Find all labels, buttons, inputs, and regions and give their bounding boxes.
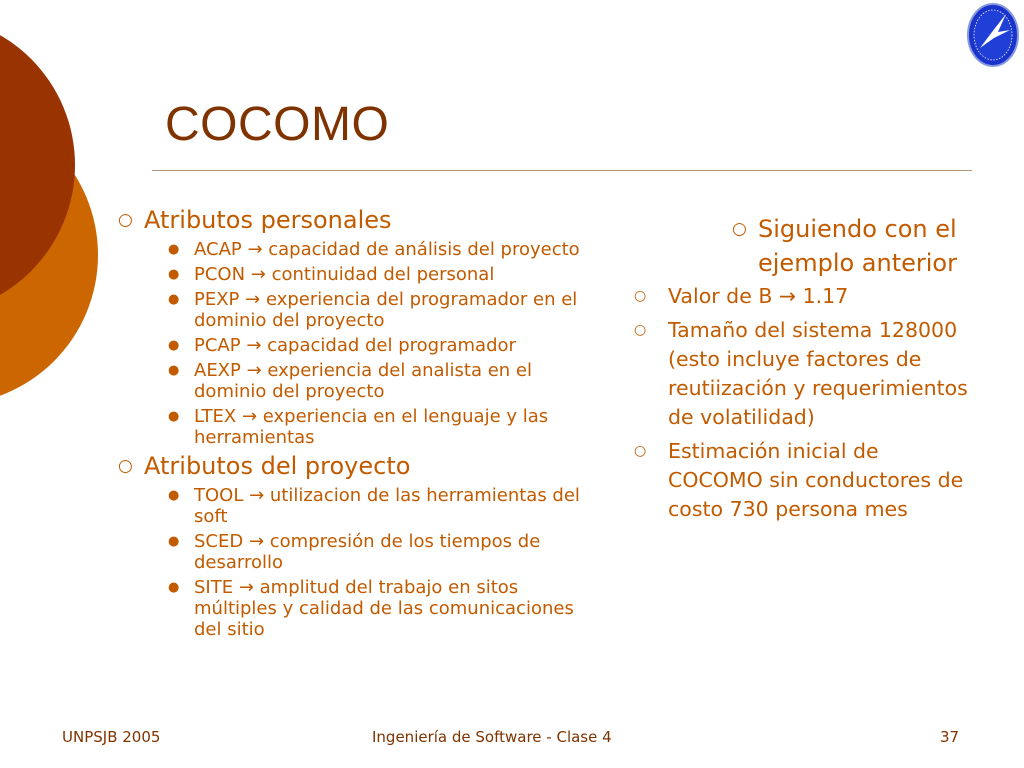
- left-column: [112, 206, 602, 644]
- right-column: [630, 212, 975, 529]
- item-text: Tamaño del sistema 128000 (esto incluye factores de reutiización y requerimientos de volatilidad): [668, 318, 968, 429]
- hollow-circle-icon: ○: [118, 456, 133, 476]
- hollow-circle-icon: ○: [118, 210, 133, 230]
- list-item: [630, 212, 975, 280]
- hollow-circle-icon: ○: [634, 322, 647, 338]
- list-item: [112, 360, 602, 402]
- item-text: ACAP → capacidad de análisis del proyecto: [194, 239, 580, 260]
- item-text: Estimación inicial de COCOMO sin conductores de costo 730 persona mes: [668, 439, 964, 521]
- list-item: [630, 282, 975, 311]
- example-list: [630, 212, 975, 524]
- filled-dot-icon: ●: [168, 580, 180, 595]
- attributes-list: [112, 206, 602, 640]
- group-label: Atributos personales: [144, 206, 392, 234]
- filled-dot-icon: ●: [168, 488, 180, 503]
- filled-dot-icon: ●: [168, 267, 180, 282]
- item-text: AEXP → experiencia del analista en el dominio del proyecto: [194, 360, 533, 402]
- list-item: [112, 485, 602, 527]
- group-label: Atributos del proyecto: [144, 452, 411, 480]
- list-item: [112, 577, 602, 640]
- item-text: PCON → continuidad del personal: [194, 264, 495, 285]
- list-item: [112, 289, 602, 331]
- filled-dot-icon: ●: [168, 338, 180, 353]
- slide-title: COCOMO: [165, 98, 390, 151]
- list-item: [630, 437, 975, 524]
- page-number: 37: [940, 728, 960, 746]
- item-text: SITE → amplitud del trabajo en sitos múltiples y calidad de las comunicaciones del sitio: [194, 577, 574, 640]
- title-divider: [152, 170, 972, 171]
- list-item: [112, 239, 602, 260]
- item-text: SCED → compresión de los tiempos de desarrollo: [194, 531, 541, 573]
- filled-dot-icon: ●: [168, 292, 180, 307]
- filled-dot-icon: ●: [168, 242, 180, 257]
- item-text: TOOL → utilizacion de las herramientas del soft: [194, 485, 580, 527]
- list-item: [112, 531, 602, 573]
- item-text: Valor de B → 1.17: [668, 284, 849, 308]
- list-item: [112, 406, 602, 448]
- list-item: [112, 264, 602, 285]
- list-item: [112, 335, 602, 356]
- item-text: PCAP → capacidad del programador: [194, 335, 516, 356]
- item-text: PEXP → experiencia del programador en el dominio del proyecto: [194, 289, 578, 331]
- list-item: [112, 452, 602, 480]
- hollow-circle-icon: ○: [732, 219, 747, 239]
- university-logo: [966, 2, 1020, 68]
- example-heading: Siguiendo con el ejemplo anterior: [758, 215, 957, 277]
- hollow-circle-icon: ○: [634, 288, 647, 304]
- filled-dot-icon: ●: [168, 534, 180, 549]
- item-text: LTEX → experiencia en el lenguaje y las herramientas: [194, 406, 549, 448]
- hollow-circle-icon: ○: [634, 443, 647, 459]
- footer-center: Ingeniería de Software - Clase 4: [372, 728, 612, 746]
- list-item: [630, 316, 975, 432]
- filled-dot-icon: ●: [168, 409, 180, 424]
- footer-left: UNPSJB 2005: [62, 728, 161, 746]
- filled-dot-icon: ●: [168, 363, 180, 378]
- list-item: [112, 206, 602, 234]
